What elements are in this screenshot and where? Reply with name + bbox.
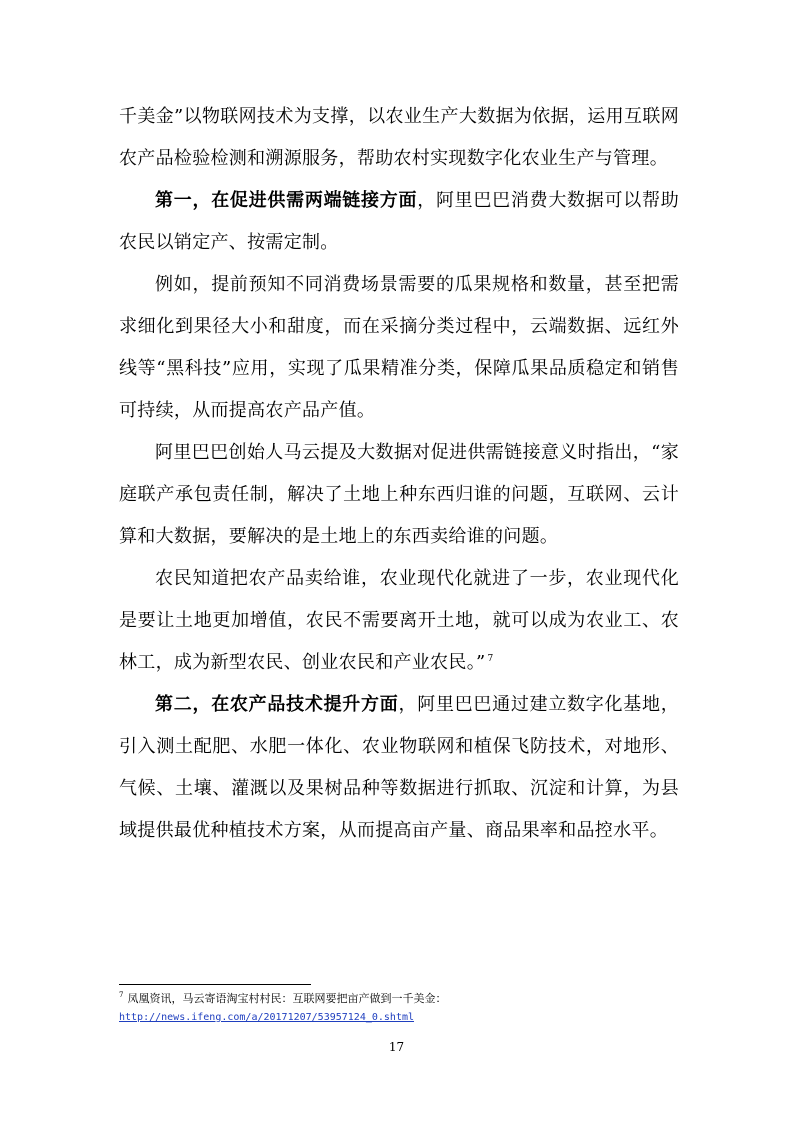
paragraph-quote-start (119, 432, 679, 558)
section-heading-second: 第二，在农产品技术提升方面 (155, 694, 399, 715)
footnote-line (119, 990, 679, 1008)
paragraph-technology (119, 684, 679, 852)
footnote-divider (119, 984, 311, 985)
paragraph-text: 千美金”以物联网技术为支撑，以农业生产大数据为依据，运用互联网农产品检验检测和溯源服务，帮助农村实现数字化农业生产与管理。 (119, 106, 679, 169)
page-number: 17 (388, 1040, 405, 1054)
paragraph-text: ，阿里巴巴通过建立数字化基地，引入测土配肥、水肥一体化、农业物联网和植保飞防技术，对地形、气候、土壤、灌溉以及果树品种等数据进行抓取、沉淀和计算，为县域提供最优种植技术方案，从而提高亩产量、商品果率和品控水平。 (119, 694, 679, 841)
paragraph-text: 农民知道把农产品卖给谁，农业现代化就进了一步，农业现代化是要让土地更加增值，农民不需要离开土地，就可以成为农业工、农林工，成为新型农民、创业农民和产业农民。” (119, 568, 679, 673)
paragraph-text: 阿里巴巴创始人马云提及大数据对促进供需链接意义时指出，“家庭联产承包责任制，解决了土地上种东西归谁的问题，互联网、云计算和大数据，要解决的是土地上的东西卖给谁的问题。 (119, 442, 679, 547)
footnote (119, 990, 679, 1027)
paragraph-text: ，阿里巴巴消费大数据可以帮助农民以销定产、按需定制。 (119, 190, 679, 253)
paragraph-supply-demand (119, 180, 679, 264)
footnote-marker: 7 (119, 991, 124, 1000)
paragraph-example (119, 264, 679, 432)
paragraph-quote-end (119, 558, 679, 684)
footnote-link-line (119, 1008, 679, 1027)
body-text (119, 96, 679, 852)
footnote-link[interactable]: http://news.ifeng.com/a/20171207/53957124_0.shtml (119, 1012, 415, 1023)
paragraph-continuation (119, 96, 679, 180)
paragraph-text: 例如，提前预知不同消费场景需要的瓜果规格和数量，甚至把需求细化到果径大小和甜度，而在采摘分类过程中，云端数据、远红外线等“黑科技”应用，实现了瓜果精准分类，保障瓜果品质稳定和销售可持续，从而提高农产品产值。 (119, 274, 679, 421)
footnote-text: 凤凰资讯，马云寄语淘宝村村民：互联网要把亩产做到一千美金： (127, 992, 447, 1005)
section-heading-first: 第一，在促进供需两端链接方面 (155, 190, 418, 211)
footnote-reference[interactable]: 7 (487, 654, 494, 664)
